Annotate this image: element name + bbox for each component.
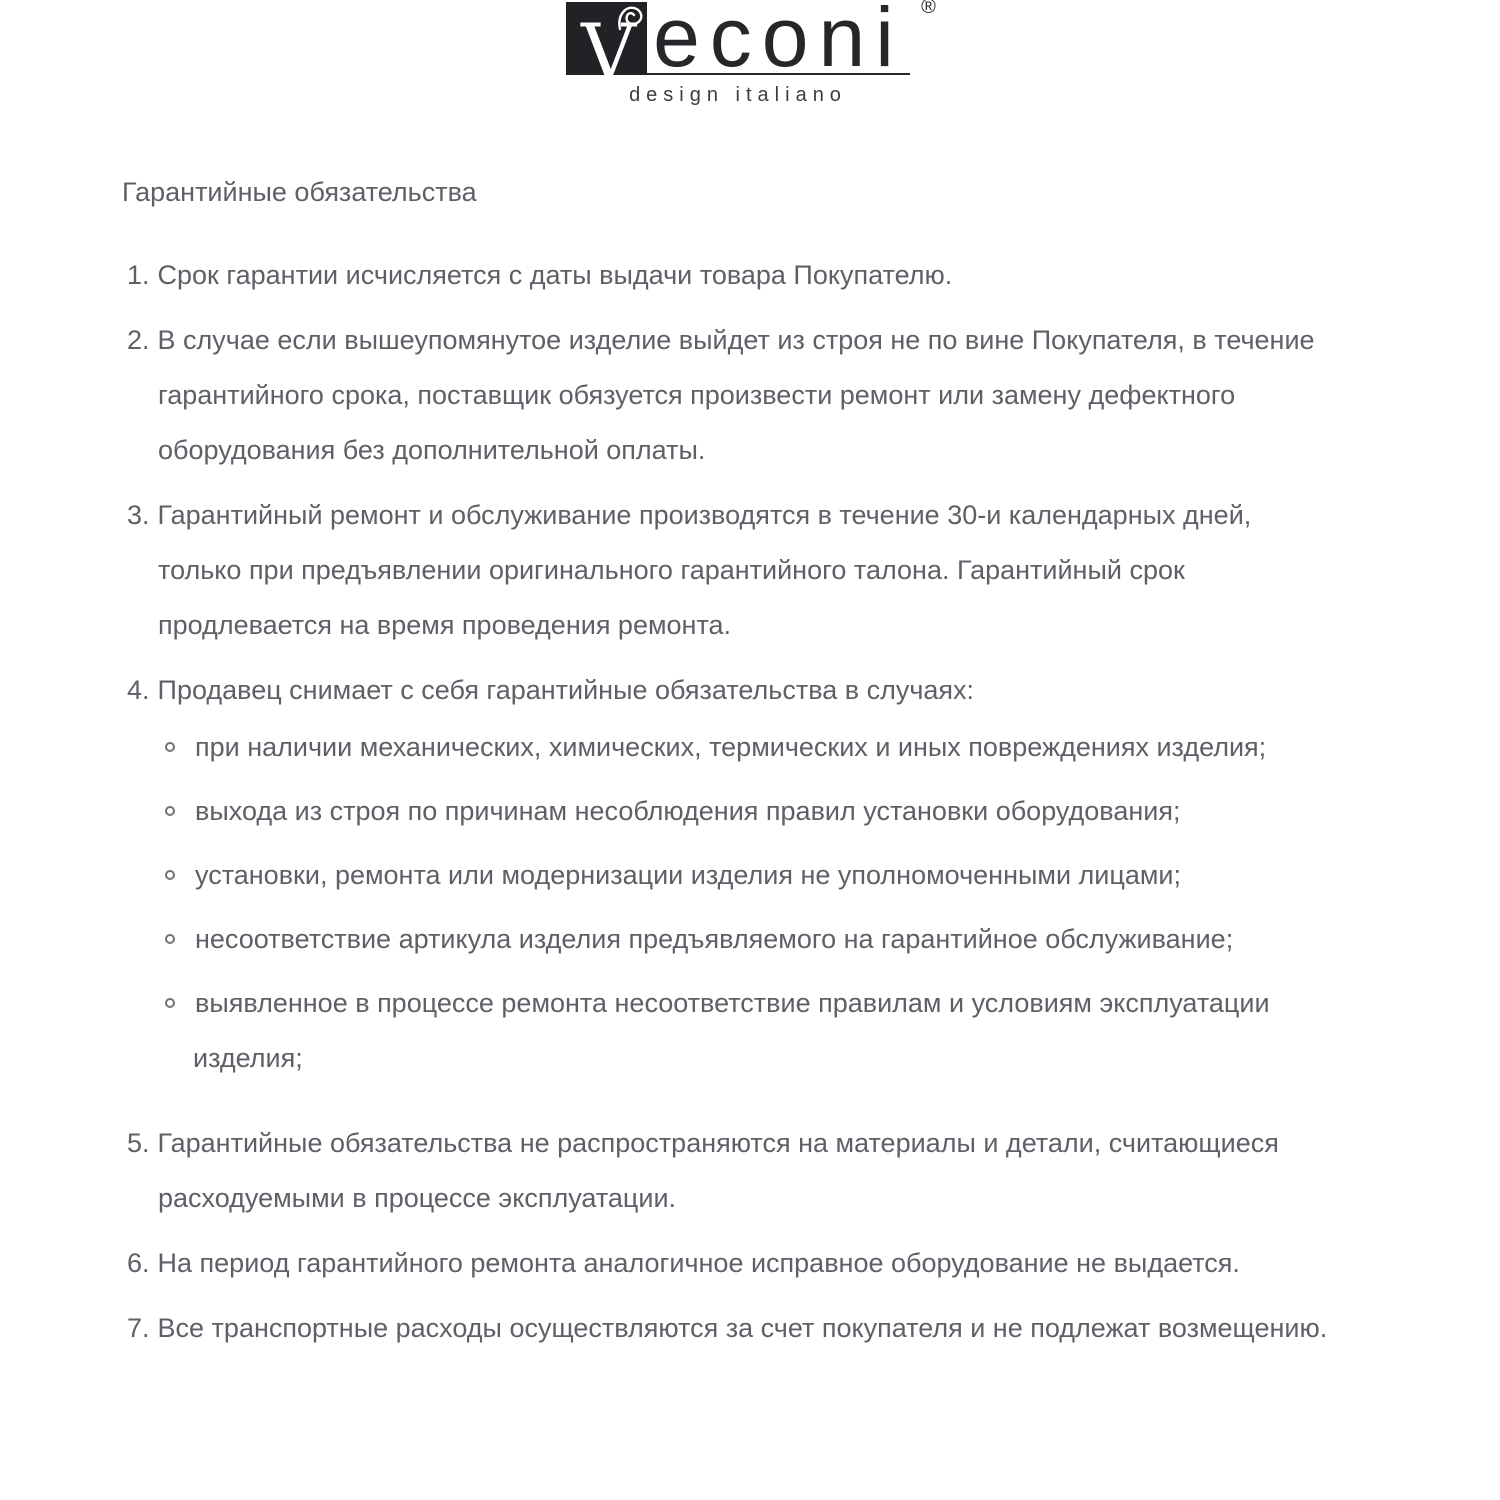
list-item-number: 6. — [127, 1248, 150, 1278]
list-item-2 — [122, 313, 1342, 478]
list-item-6 — [122, 1236, 1342, 1291]
circle-bullet-icon — [165, 998, 175, 1008]
sub-list-item-text: при наличии механических, химических, термических и иных повреждениях изделия; — [195, 732, 1267, 762]
sub-list-item-5 — [158, 976, 1342, 1086]
logo-v-letter: V — [581, 7, 636, 96]
sub-list-item-4 — [158, 912, 1342, 967]
sub-list-item-1 — [158, 720, 1342, 775]
logo-v-square — [566, 2, 647, 96]
list-item-text: В случае если вышеупомянутое изделие выйдет из строя не по вине Покупателя, в течение гарантийного срока, поставщик обязуется произвести ремонт или замену дефектного оборудования без дополнительной оплаты. — [157, 325, 1315, 465]
circle-bullet-icon — [165, 742, 175, 752]
list-item-7 — [122, 1301, 1342, 1356]
logo-wordmark-underline — [647, 0, 936, 84]
warranty-list — [122, 248, 1342, 1356]
logo-tagline: design italiano — [629, 84, 847, 106]
sub-list-item-text: выхода из строя по причинам несоблюдения правил установки оборудования; — [195, 796, 1181, 826]
list-item-number: 2. — [127, 325, 150, 355]
warranty-document — [122, 177, 1400, 1356]
list-item-text: Срок гарантии исчисляется с даты выдачи товара Покупателю. — [157, 260, 953, 290]
list-item-text: Гарантийные обязательства не распространяются на материалы и детали, считающиеся расходуемыми в процессе эксплуатации. — [157, 1128, 1279, 1213]
list-item-text: Продавец снимает с себя гарантийные обязательства в случаях: — [157, 675, 975, 705]
sub-list-item-text: выявленное в процессе ремонта несоответствие правилам и условиям эксплуатации изделия; — [193, 988, 1270, 1073]
logo-wordmark-text: econi — [653, 0, 904, 84]
list-item-text: Все транспортные расходы осуществляются за счет покупателя и не подлежат возмещению. — [157, 1313, 1328, 1343]
list-item-5 — [122, 1116, 1342, 1226]
list-item-3 — [122, 488, 1342, 653]
circle-bullet-icon — [165, 870, 175, 880]
v-curl-flourish-icon — [616, 3, 646, 33]
sub-list-item-text: несоответствие артикула изделия предъявляемого на гарантийное обслуживание; — [195, 924, 1234, 954]
list-item-text: На период гарантийного ремонта аналогичное исправное оборудование не выдается. — [157, 1248, 1240, 1278]
brand-logo — [566, 0, 936, 107]
page-title: Гарантийные обязательства — [122, 177, 477, 207]
sub-list-item-text: установки, ремонта или модернизации изделия не уполномоченными лицами; — [195, 860, 1182, 890]
list-item-number: 1. — [127, 260, 150, 290]
sub-list-item-3 — [158, 848, 1342, 903]
list-item-number: 5. — [127, 1128, 150, 1158]
registered-trademark-symbol: ® — [921, 0, 936, 18]
list-item-text: Гарантийный ремонт и обслуживание производятся в течение 30-и календарных дней, только при предъявлении оригинального гарантийного талона. Гарантийный срок продлевается на время проведения ремонта. — [157, 500, 1252, 640]
circle-bullet-icon — [165, 934, 175, 944]
list-item-number: 3. — [127, 500, 150, 530]
exclusions-list — [158, 720, 1342, 1086]
list-item-number: 4. — [127, 675, 150, 705]
circle-bullet-icon — [165, 806, 175, 816]
list-item-4 — [122, 663, 1342, 1086]
sub-list-item-2 — [158, 784, 1342, 839]
list-item-number: 7. — [127, 1313, 150, 1343]
list-item-1 — [122, 248, 1342, 303]
